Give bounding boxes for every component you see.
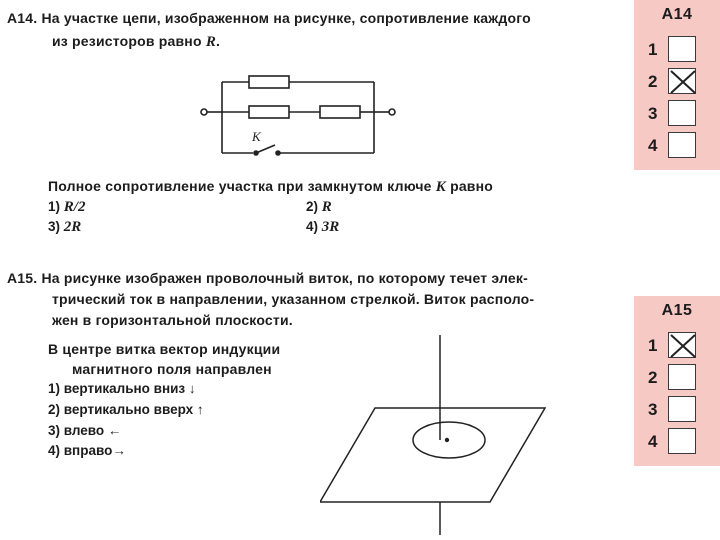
a14-line2-end: .	[216, 33, 221, 49]
panel-a15-row-3	[634, 396, 720, 424]
panel-a15-checkbox-3[interactable]	[668, 396, 696, 422]
switch-label: K	[252, 129, 261, 144]
panel-a14-checkbox-3[interactable]	[668, 100, 696, 126]
panel-a14-row-2-num: 2	[648, 72, 658, 91]
a14-question-text: Полное сопротивление участка при замкнутом ключе	[48, 178, 436, 194]
a14-option-1	[48, 199, 85, 216]
panel-a14-checkbox-2[interactable]	[668, 68, 696, 94]
panel-a15-title: А15	[661, 302, 693, 319]
panel-a15-checkbox-2[interactable]	[668, 364, 696, 390]
panel-a15-row-1	[634, 332, 720, 360]
switch-blade	[256, 145, 275, 153]
panel-a14-row-1-num: 1	[648, 40, 658, 59]
a14-option-4-num: 4)	[306, 219, 319, 234]
panel-a14-row-3	[634, 100, 720, 128]
a15-line1-text: На рисунке изображен проволочный виток, по которому течет элек-	[41, 270, 528, 286]
resistor-right	[320, 106, 360, 118]
panel-a14-row-1	[634, 36, 720, 64]
panel-a15-row-3-num: 3	[648, 400, 658, 419]
a14-question-var: K	[435, 179, 446, 195]
a14-option-3	[48, 219, 81, 236]
horizontal-plane	[320, 408, 545, 502]
a14-option-1-value: R/2	[63, 199, 86, 215]
a15-option-2: 2) вертикально вверх ↑	[48, 402, 204, 417]
a14-number: А14.	[7, 10, 38, 26]
a15-option-4: 4) вправо→	[48, 443, 126, 458]
a14-option-1-num: 1)	[48, 199, 61, 214]
panel-a14-title: А14	[661, 6, 693, 23]
panel-a14-row-3-num: 3	[648, 104, 658, 123]
a14-option-2-num: 2)	[306, 199, 319, 214]
answer-panel-a15	[634, 296, 720, 466]
a14-option-4-value: 3R	[321, 219, 340, 235]
a15-option-1: 1) вертикально вниз ↓	[48, 381, 196, 396]
a15-question-line1: В центре витка вектор индукции	[48, 341, 281, 357]
panel-a15-row-4	[634, 428, 720, 456]
loop-center-dot	[445, 438, 449, 442]
panel-a15-row-2-num: 2	[648, 368, 658, 387]
a14-statement-line1	[7, 10, 531, 26]
resistor-middle	[249, 106, 289, 118]
a14-option-2	[306, 199, 332, 216]
cross-mark-icon	[669, 333, 697, 359]
panel-a15-row-1-num: 1	[648, 336, 658, 355]
panel-a15-checkbox-4[interactable]	[668, 428, 696, 454]
a14-option-2-value: R	[321, 199, 332, 215]
a15-number: А15.	[7, 270, 38, 286]
a15-question-line2: магнитного поля направлен	[72, 361, 272, 377]
panel-a14-row-4	[634, 132, 720, 160]
a14-option-4	[306, 219, 339, 236]
panel-a14-row-2	[634, 68, 720, 96]
panel-a14-checkbox-4[interactable]	[668, 132, 696, 158]
a14-question	[48, 178, 493, 196]
a15-option-3: 3) влево ←	[48, 423, 122, 438]
a14-circuit-diagram	[195, 65, 405, 165]
answer-panel-a14	[634, 0, 720, 170]
a15-statement-line3: жен в горизонтальной плоскости.	[52, 312, 293, 328]
right-terminal	[389, 109, 395, 115]
a14-statement-line2	[52, 33, 220, 51]
a14-line2-text: из резисторов равно	[52, 33, 206, 49]
a14-line2-var: R	[205, 34, 217, 50]
a15-loop-diagram	[320, 330, 560, 540]
a15-statement-line2: трический ток в направлении, указанном стрелкой. Виток располо-	[52, 291, 535, 307]
panel-a15-checkbox-1[interactable]	[668, 332, 696, 358]
a14-line1-text: На участке цепи, изображенном на рисунке, сопротивление каждого	[41, 10, 531, 26]
panel-a15-row-4-num: 4	[648, 432, 658, 451]
a14-option-3-num: 3)	[48, 219, 61, 234]
a14-option-3-value: 2R	[63, 219, 82, 235]
panel-a14-row-4-num: 4	[648, 136, 658, 155]
panel-a15-row-2	[634, 364, 720, 392]
cross-mark-icon	[669, 69, 697, 95]
panel-a14-checkbox-1[interactable]	[668, 36, 696, 62]
resistor-top	[249, 76, 289, 88]
left-terminal	[201, 109, 207, 115]
a14-question-end: равно	[445, 178, 494, 194]
a15-statement-line1	[7, 270, 528, 286]
